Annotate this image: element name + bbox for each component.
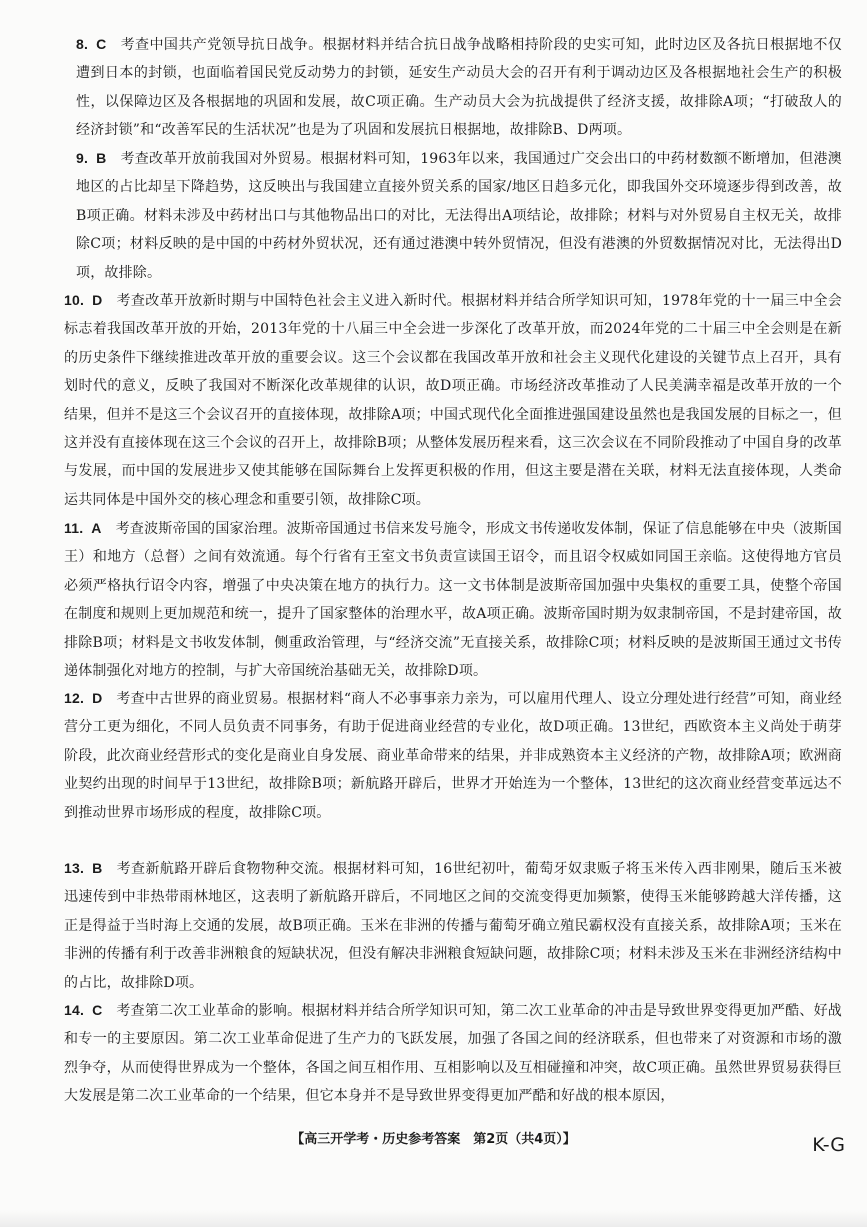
version-code: K-G xyxy=(812,1134,845,1156)
answer-explanation: 考查波斯帝国的国家治理。波斯帝国通过书信来发号施令，形成文书传递收发体制，保证了信息能够在中央（波斯国王）和地方（总督）之间有效流通。每个行省有王室文书负责宣读国王诏令，而且诏令权威如同国王亲临。这使得地方官员必须严格执行诏令内容，增强了中央决策在地方的执行力。这一文书体制是波斯帝国加强中央集权的重要工具，使整个帝国在制度和规则上更加规范和统一，提升了国家整体的治理水平，故A项正确。波斯帝国时期为奴隶制帝国，不是封建帝国，故排除B项；材料是文书收发体制，侧重政治管理，与“经济交流”无直接关系，故排除C项；材料反映的是波斯国王通过文书传递体制强化对地方的控制，与扩大帝国统治基础无关，故排除D项。 xyxy=(64,521,842,680)
answer-entry-11 xyxy=(64,514,842,685)
answer-letter: A xyxy=(91,520,102,536)
answer-entry-10 xyxy=(64,286,842,514)
answer-entry-13 xyxy=(64,854,842,997)
answer-entry-9 xyxy=(76,144,842,287)
question-number: 8. xyxy=(76,36,89,52)
answer-explanation: 考查中古世界的商业贸易。根据材料“商人不必事事亲力亲为，可以雇用代理人、设立分理处进行经营”可知，商业经营分工更为细化，不同人员负责不同事务，有助于促进商业经营的专业化，故D项正确。13世纪，西欧资本主义尚处于萌芽阶段，此次商业经营形式的变化是商业自身发展、商业革命带来的结果，并非成熟资本主义经济的产物，故排除A项；欧洲商业契约出现的时间早于13世纪，故排除B项；新航路开辟后，世界才开始连为一个整体，13世纪的这次商业经营变革远达不到推动世界市场形成的程度，故排除C项。 xyxy=(64,691,842,821)
answer-letter: D xyxy=(92,690,103,706)
answer-entry-12 xyxy=(64,684,842,827)
answer-entry-14 xyxy=(64,996,842,1111)
bottom-margin xyxy=(0,1210,867,1227)
answer-entry-8 xyxy=(76,30,842,145)
answer-letter: B xyxy=(96,150,107,166)
answer-letter: C xyxy=(96,36,107,52)
answer-explanation: 考查新航路开辟后食物物种交流。根据材料可知，16世纪初叶，葡萄牙奴隶贩子将玉米传入西非刚果，随后玉米被迅速传到中非热带雨林地区，这表明了新航路开辟后，不同地区之间的交流变得更加频繁，使得玉米能够跨越大洋传播，这正是得益于当时海上交通的发展，故B项正确。玉米在非洲的传播与葡萄牙确立殖民霸权没有直接关系，故排除A项；玉米在非洲的传播有利于改善非洲粮食的短缺状况，但没有解决非洲粮食短缺问题，故排除C项；材料未涉及玉米在非洲经济结构中的占比，故排除D项。 xyxy=(64,861,842,991)
answer-explanation: 考查第二次工业革命的影响。根据材料并结合所学知识可知，第二次工业革命的冲击是导致世界变得更加严酷、好战和专一的主要原因。第二次工业革命促进了生产力的飞跃发展，加强了各国之间的经济联系，但也带来了对资源和市场的激烈争夺，从而使得世界成为一个整体，各国之间互相作用、互相影响以及互相碰撞和冲突，故C项正确。虽然世界贸易获得巨大发展是第二次工业革命的一个结果，但它本身并不是导致世界变得更加严酷和好战的根本原因， xyxy=(64,1003,842,1105)
answer-letter: B xyxy=(92,860,103,876)
question-number: 9. xyxy=(76,150,89,166)
question-number: 13. xyxy=(64,860,85,876)
answer-explanation: 考查中国共产党领导抗日战争。根据材料并结合抗日战争战略相持阶段的史实可知，此时边区及各抗日根据地不仅遭到日本的封锁，也面临着国民党反动势力的封锁，延安生产动员大会的召开有利于调动边区及各根据地社会生产的积极性，以保障边区及各根据地的巩固和发展，故C项正确。生产动员大会为抗战提供了经济支援，故排除A项；“打破敌人的经济封锁”和“改善军民的生活状况”也是为了巩固和发展抗日根据地，故排除B、D两项。 xyxy=(76,37,842,139)
answer-letter: C xyxy=(92,1002,103,1018)
answer-letter: D xyxy=(92,292,103,308)
question-number: 10. xyxy=(64,292,85,308)
page-footer: 【高三开学考・历史参考答案 第2页（共4页）】 xyxy=(291,1132,576,1147)
answer-explanation: 考查改革开放新时期与中国特色社会主义进入新时代。根据材料并结合所学知识可知，1978年党的十一届三中全会标志着我国改革开放的开始，2013年党的十八届三中全会进一步深化了改革开放，而2024年党的二十届三中全会则是在新的历史条件下继续推进改革开放的重要会议。这三个会议都在我国改革开放和社会主义现代化建设的关键节点上召开，具有划时代的意义，反映了我国对不断深化改革规律的认识，故D项正确。市场经济改革推动了人民美满幸福是改革开放的一个结果，但并不是这三个会议召开的直接体现，故排除A项；中国式现代化全面推进强国建设虽然也是我国发展的目标之一，但这并没有直接体现在这三个会议的召开上，故排除B项；从整体发展历程来看，这三次会议在不同阶段推动了中国自身的改革与发展，而中国的发展进步又使其能够在国际舞台上发挥更积极的作用，但这主要是潜在关联，材料无法直接体现，人类命运共同体是中国外交的核心理念和重要引领，故排除C项。 xyxy=(64,293,842,508)
question-number: 14. xyxy=(64,1002,85,1018)
question-number: 12. xyxy=(64,690,85,706)
answer-explanation: 考查改革开放前我国对外贸易。根据材料可知，1963年以来，我国通过广交会出口的中药材数额不断增加，但港澳地区的占比却呈下降趋势，这反映出与我国建立直接外贸关系的国家/地区日趋多元化，即我国外交环境逐步得到改善，故B项正确。材料未涉及中药材出口与其他物品出口的对比，无法得出A项结论，故排除；材料与对外贸易自主权无关，故排除C项；材料反映的是中国的中药材外贸状况，还有通过港澳中转外贸情况，但没有港澳的外贸数据情况对比，无法得出D项，故排除。 xyxy=(76,151,842,281)
question-number: 11. xyxy=(64,520,84,536)
